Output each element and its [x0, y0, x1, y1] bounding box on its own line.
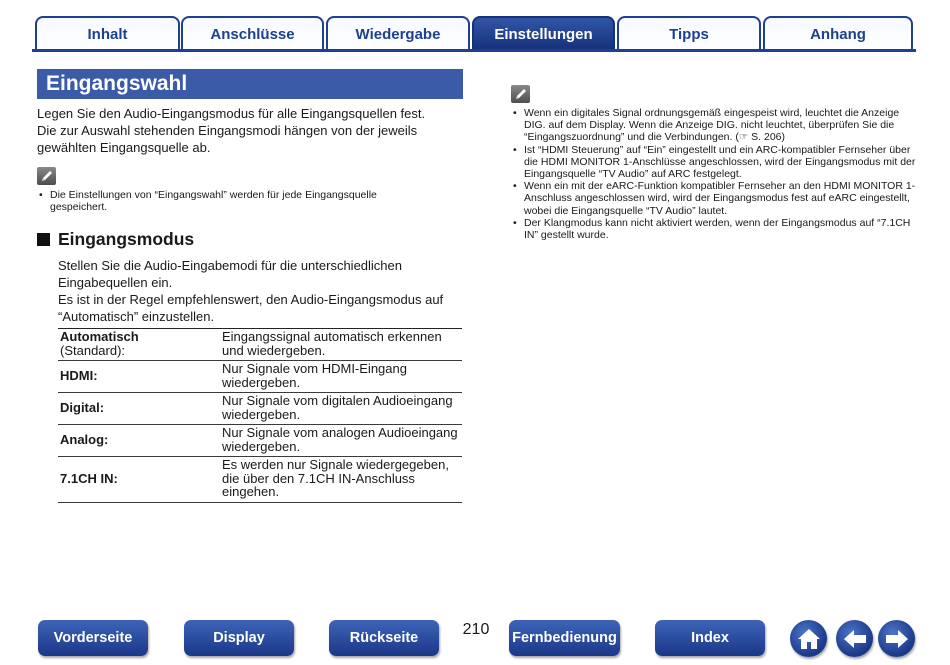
mode-name: HDMI: [58, 361, 220, 393]
table-row [58, 425, 462, 457]
section-paragraph: Es ist in der Regel empfehlenswert, den Audio-Eingangsmodus auf “Automatisch” einzustellen. [58, 292, 444, 324]
table-row [58, 393, 462, 425]
table-row [58, 457, 462, 503]
vorderseite-button[interactable]: Vorderseite [38, 620, 148, 656]
table-row [58, 361, 462, 393]
pencil-icon [37, 167, 56, 185]
tab-inhalt[interactable] [35, 16, 180, 50]
page-title: Eingangswahl [37, 69, 463, 99]
top-tab-bar [0, 0, 950, 56]
note-list-right [512, 107, 918, 241]
fernbedienung-button[interactable]: Fernbedienung [509, 620, 620, 656]
tab-underline [32, 49, 916, 52]
note-item: • Wenn ein mit der eARC-Funktion kompatibler Fernseher an den HDMI MONITOR 1-Anschluss angeschlossen wird, wird der Eingangsmodus fest auf eARC eingestellt, wobei die Eingangsquelle “TV Audio” lautet. [512, 180, 918, 217]
tab-einstellungen[interactable] [472, 16, 615, 50]
rueckseite-button[interactable]: Rückseite [329, 620, 439, 656]
display-button[interactable]: Display [184, 620, 294, 656]
mode-description: Es werden nur Signale wiedergegeben, die über den 7.1CH IN-Anschluss eingehen. [220, 457, 462, 503]
mode-description: Nur Signale vom digitalen Audioeingang wiedergeben. [220, 393, 462, 425]
tab-anschluesse[interactable] [181, 16, 324, 50]
tab-label: Einstellungen [494, 25, 593, 43]
note-item: • Der Klangmodus kann nicht aktiviert werden, wenn der Eingangsmodus auf “7.1CH IN” gestellt wurde. [512, 217, 918, 241]
home-icon[interactable] [790, 620, 827, 657]
tab-anhang[interactable] [763, 16, 913, 50]
mode-name: Digital: [58, 393, 220, 425]
mode-name: Analog: [58, 425, 220, 457]
intro-text [37, 105, 467, 156]
arrow-left-icon[interactable] [836, 620, 873, 657]
tab-label: Inhalt [87, 25, 128, 43]
mode-name-text: Automatisch [60, 329, 139, 344]
input-mode-table [58, 328, 462, 503]
note-list-left [38, 189, 418, 213]
tab-label: Tipps [669, 25, 709, 43]
table-row [58, 329, 462, 361]
section-heading [37, 229, 194, 250]
section-text [58, 258, 468, 325]
intro-line: Legen Sie den Audio-Eingangsmodus für alle Eingangsquellen fest. [37, 106, 426, 121]
tab-wiedergabe[interactable] [326, 16, 470, 50]
note-item: • Wenn ein digitales Signal ordnungsgemäß eingespeist wird, leuchtet die Anzeige DIG. auf dem Display. Wenn die Anzeige DIG. nicht leuchtet, überprüfen Sie die “Eingangszuordnung” und die Verbindungen. (☞ S. 206) [512, 107, 918, 144]
mode-sub-text: (Standard): [60, 342, 126, 358]
mode-name: 7.1CH IN: [58, 457, 220, 503]
note-item: • Ist “HDMI Steuerung” auf “Ein” eingestellt und ein ARC-kompatibler Fernseher über die HDMI MONITOR 1-Anschlüsse angeschlossen, wird der Eingangsmodus mit der Eingangsquelle “TV Audio” auf ARC festgelegt. [512, 144, 918, 181]
arrow-right-icon[interactable] [878, 620, 915, 657]
mode-description: Eingangssignal automatisch erkennen und wiedergeben. [220, 329, 462, 361]
note-item: • Die Einstellungen von “Eingangswahl” werden für jede Eingangsquelle gespeichert. [38, 189, 418, 213]
section-paragraph: Stellen Sie die Audio-Eingabemodi für die unterschiedlichen Eingabequellen ein. [58, 258, 402, 290]
mode-description: Nur Signale vom analogen Audioeingang wiedergeben. [220, 425, 462, 457]
square-bullet-icon [37, 233, 50, 246]
pencil-icon [511, 85, 530, 103]
index-button[interactable]: Index [655, 620, 765, 656]
section-title: Eingangsmodus [58, 229, 195, 249]
tab-label: Anschlüsse [210, 25, 295, 43]
tab-tipps[interactable] [617, 16, 761, 50]
tab-label: Anhang [810, 25, 866, 43]
mode-name [58, 329, 220, 361]
intro-line: Die zur Auswahl stehenden Eingangsmodi hängen von der jeweils gewählten Eingangsquelle ab. [37, 123, 418, 155]
page-number: 210 [462, 621, 490, 638]
tab-label: Wiedergabe [355, 25, 441, 43]
mode-description: Nur Signale vom HDMI-Eingang wiedergeben. [220, 361, 462, 393]
